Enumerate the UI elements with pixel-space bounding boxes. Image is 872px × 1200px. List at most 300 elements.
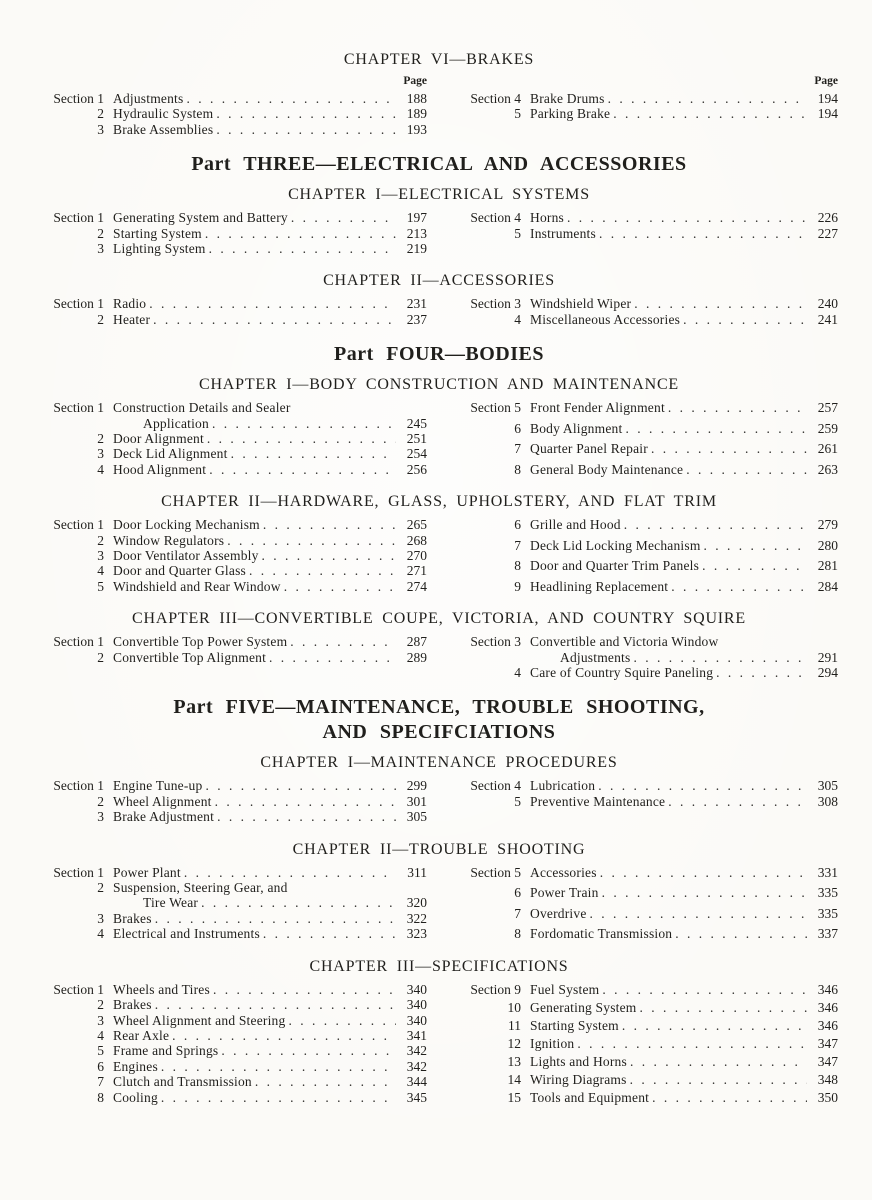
entry-page-number: 348: [817, 1071, 838, 1087]
chapter-block: [40, 50, 838, 137]
part-heading: [40, 695, 838, 745]
dot-leader: [149, 296, 396, 311]
entry-title: Convertible and Victoria Window: [530, 634, 719, 650]
dot-leader: [205, 778, 396, 793]
entry-body: [530, 210, 838, 225]
toc-entry: [457, 1072, 838, 1087]
entry-body: [530, 665, 838, 680]
entry-page-number: 345: [406, 1089, 427, 1105]
toc-entry: [457, 1018, 838, 1033]
entry-title: Accessories: [530, 864, 597, 880]
entry-body: [113, 911, 427, 926]
section-label: 3: [97, 910, 104, 926]
entry-body: [113, 533, 427, 548]
toc-entry-line: [113, 982, 427, 997]
entry-title: Headlining Replacement: [530, 578, 669, 594]
entry-body: [113, 1043, 427, 1058]
section-label: 5: [514, 793, 521, 809]
dot-leader: [161, 1059, 396, 1074]
entry-title: Deck Lid Alignment: [113, 446, 228, 462]
dot-leader: [227, 533, 396, 548]
entry-body: [113, 462, 427, 477]
toc-column-right: [457, 296, 838, 327]
dot-leader: [263, 517, 396, 532]
dot-leader: [201, 895, 396, 910]
toc-entry: [457, 312, 838, 327]
section-label: 11: [508, 1017, 521, 1033]
toc-column-left: [40, 778, 427, 824]
toc-entry-line: [530, 400, 838, 415]
section-label: Section 1: [53, 210, 104, 226]
dot-leader: [625, 421, 807, 436]
entry-body: [113, 1059, 427, 1074]
section-label: 2: [97, 106, 104, 122]
toc-entry-line: [113, 106, 427, 121]
toc-entry: [40, 241, 427, 256]
chapter-title: CHAPTER VI—BRAKES: [343, 51, 535, 68]
toc-entry: [40, 296, 427, 311]
entry-page-number: 322: [406, 910, 427, 926]
entry-title: General Body Maintenance: [530, 461, 684, 477]
entry-page-number: 335: [817, 885, 838, 901]
dot-leader: [207, 431, 396, 446]
toc-entry: [40, 106, 427, 121]
entry-title: Power Train: [530, 885, 599, 901]
toc-entry: [40, 122, 427, 137]
toc-columns: [40, 210, 838, 256]
toc-entry: [457, 538, 838, 553]
entry-page-number: 193: [406, 121, 427, 137]
section-label: Section 1: [53, 400, 104, 416]
entry-title: Preventive Maintenance: [530, 793, 666, 809]
entry-page-number: 344: [406, 1074, 427, 1090]
part-heading: [40, 342, 838, 367]
section-label: Section 9: [470, 981, 521, 997]
entry-page-number: 331: [817, 864, 838, 880]
part-heading-line: AND SPECIFCIATIONS: [322, 721, 556, 744]
entry-title: Deck Lid Locking Mechanism: [530, 537, 701, 553]
dot-leader: [686, 462, 807, 477]
dot-leader: [600, 865, 807, 880]
chapter-title: CHAPTER III—SPECIFICATIONS: [309, 957, 569, 975]
section-label: 3: [97, 121, 104, 137]
toc-entry: [457, 794, 838, 809]
entry-title: Front Fender Alignment: [530, 400, 665, 416]
toc-entry-line: [113, 911, 427, 926]
entry-page-number: 274: [406, 578, 427, 594]
section-label: 4: [514, 311, 521, 327]
entry-body: [113, 1074, 427, 1089]
toc-entry: [40, 431, 427, 446]
toc-entry: [457, 296, 838, 311]
entry-title: Brake Drums: [530, 91, 605, 106]
entry-title: Frame and Springs: [113, 1043, 219, 1059]
dot-leader: [633, 650, 807, 665]
toc-entry-line: [113, 312, 427, 327]
toc-entry-line: [113, 91, 427, 106]
entry-body: [113, 446, 427, 461]
entry-body: [113, 312, 427, 327]
entry-body: [530, 226, 838, 241]
entry-page-number: 270: [406, 548, 427, 564]
entry-title: Lubrication: [530, 778, 596, 794]
toc-entry: [457, 865, 838, 880]
dot-leader: [668, 794, 807, 809]
entry-title: Engines: [113, 1058, 158, 1074]
toc-entry-line: [113, 517, 427, 532]
entry-title: Power Plant: [113, 864, 181, 880]
part-heading-line: Part FIVE—MAINTENANCE, TROUBLE SHOOTING,: [173, 696, 705, 719]
toc-entry-line: [113, 650, 427, 665]
entry-body: [530, 296, 838, 311]
toc-entry-line: [113, 533, 427, 548]
entry-page-number: 261: [817, 441, 838, 457]
entry-body: [530, 579, 838, 594]
section-label: Section 1: [53, 778, 104, 794]
entry-title: Door Locking Mechanism: [113, 517, 260, 533]
entry-title: Door Ventilator Assembly: [113, 548, 259, 564]
dot-leader: [671, 579, 807, 594]
toc-entry-line: [530, 579, 838, 594]
entry-page-number: 268: [406, 532, 427, 548]
entry-body: [113, 579, 427, 594]
entry-page-number: 305: [406, 809, 427, 825]
section-label: Section 4: [470, 91, 521, 106]
section-label: Section 5: [470, 864, 521, 880]
toc-column-right: [457, 982, 838, 1105]
entry-body: [530, 91, 838, 106]
dot-leader: [683, 312, 807, 327]
entry-title: Generating System and Battery: [113, 210, 288, 226]
dot-leader: [249, 563, 396, 578]
entry-body: [530, 1090, 838, 1105]
toc-column-left: [40, 982, 427, 1105]
entry-title: Wheels and Tires: [113, 981, 210, 997]
dot-leader: [263, 926, 396, 941]
toc-entry-line: [113, 241, 427, 256]
toc-entry: [457, 1000, 838, 1015]
entry-title: Hydraulic System: [113, 106, 214, 122]
toc-entry: [457, 1036, 838, 1051]
entry-title: Window Regulators: [113, 532, 225, 548]
toc-column-left: [40, 91, 427, 137]
dot-leader: [215, 794, 396, 809]
entry-page-number: 287: [406, 634, 427, 650]
entry-body: [530, 1000, 838, 1015]
entry-page-number: 241: [817, 311, 838, 327]
dot-leader: [231, 446, 396, 461]
entry-page-number: 346: [817, 1017, 838, 1033]
section-label: 4: [514, 665, 521, 681]
section-label: 2: [97, 311, 104, 327]
toc-entry-line: [530, 794, 838, 809]
section-label: 4: [97, 926, 104, 942]
chapter-title: CHAPTER III—CONVERTIBLE COUPE, VICTORIA, AND COUNTRY SQUIRE: [132, 610, 746, 628]
entry-title: Miscellaneous Accessories: [530, 311, 681, 327]
toc-entry: [457, 517, 838, 532]
section-label: 7: [97, 1074, 104, 1090]
entry-body: [530, 1072, 838, 1087]
entry-body: [113, 809, 427, 824]
entry-title: Starting System: [113, 225, 202, 241]
toc-entry-line: [530, 982, 838, 997]
section-label: 2: [97, 793, 104, 809]
toc-entry: [40, 778, 427, 793]
toc-entry-line: [530, 926, 838, 941]
toc-entry-line: [530, 538, 838, 553]
entry-page-number: 213: [406, 225, 427, 241]
toc-entry: [40, 548, 427, 563]
entry-page-number: 337: [817, 926, 838, 942]
entry-title: Wiring Diagrams: [530, 1071, 627, 1087]
toc-entry-line: [113, 634, 427, 649]
entry-body: [530, 1036, 838, 1051]
dot-leader: [216, 106, 396, 121]
entry-body: [530, 982, 838, 997]
toc-entry-line: [113, 462, 427, 477]
chapter-title: CHAPTER I—BODY CONSTRUCTION AND MAINTENANCE: [198, 376, 680, 394]
section-label: Section 1: [53, 517, 104, 533]
entry-title: Instruments: [530, 225, 596, 241]
toc-columns: [40, 865, 838, 942]
entry-title: Door Alignment: [113, 431, 204, 447]
toc-entry: [457, 226, 838, 241]
entry-page-number: 308: [817, 793, 838, 809]
section-label: Section 1: [53, 91, 104, 106]
toc-entry: [40, 926, 427, 941]
dot-leader: [155, 911, 396, 926]
toc-entry-line: [530, 106, 838, 121]
toc-entry: [457, 665, 838, 680]
section-label: 3: [97, 241, 104, 257]
entry-title: Wheel Alignment and Steering: [113, 1012, 286, 1028]
toc-entry-line: [113, 997, 427, 1012]
entry-body: [113, 431, 427, 446]
section-label: 2: [97, 997, 104, 1013]
dot-leader: [602, 982, 807, 997]
entry-body: [530, 441, 838, 456]
dot-leader: [209, 241, 396, 256]
entry-page-number: 279: [817, 517, 838, 533]
toc-column-right: [457, 91, 838, 137]
section-label: 7: [514, 537, 521, 553]
toc-entry: [40, 579, 427, 594]
entry-title: Door and Quarter Trim Panels: [530, 558, 700, 574]
toc-entry: [40, 210, 427, 225]
entry-body: [530, 1018, 838, 1033]
entry-body: [113, 296, 427, 311]
toc-entry-line: [530, 665, 838, 680]
entry-body: [113, 1013, 427, 1028]
section-label: 7: [514, 905, 521, 921]
dot-leader: [291, 210, 396, 225]
dot-leader: [172, 1028, 396, 1043]
dot-leader: [668, 400, 807, 415]
section-label: Section 1: [53, 864, 104, 880]
toc-entry-line: [530, 226, 838, 241]
dot-leader: [702, 558, 807, 573]
entry-page-number: 231: [406, 296, 427, 312]
entry-title: Horns: [530, 210, 564, 226]
entry-title: Generating System: [530, 999, 637, 1015]
dot-leader: [590, 906, 807, 921]
toc-columns: [40, 91, 838, 137]
toc-column-right: [457, 210, 838, 256]
entry-body: [113, 1028, 427, 1043]
toc-entry-line: [530, 296, 838, 311]
entry-page-number: 340: [406, 1012, 427, 1028]
section-label: 4: [97, 461, 104, 477]
toc-entry-line: [113, 122, 427, 137]
entry-body: [530, 1054, 838, 1069]
entry-page-number: 194: [817, 91, 838, 106]
entry-body: [113, 548, 427, 563]
entry-page-number: 189: [406, 106, 427, 122]
entry-page-number: 342: [406, 1043, 427, 1059]
toc-entry-line: [530, 441, 838, 456]
entry-title: Engine Tune-up: [113, 778, 203, 794]
part-heading-line: Part FOUR—BODIES: [334, 343, 544, 366]
toc-entry-line: [113, 548, 427, 563]
toc-entry-line: [530, 778, 838, 793]
toc-column-left: [40, 634, 427, 680]
dot-leader: [217, 809, 396, 824]
section-label: 5: [97, 578, 104, 594]
page-column-header-row: [40, 75, 838, 88]
section-label: 3: [97, 1012, 104, 1028]
entry-body: [113, 997, 427, 1012]
toc-column-left: [40, 517, 427, 594]
entry-page-number: 251: [406, 431, 427, 447]
entry-title: Care of Country Squire Paneling: [530, 665, 714, 681]
toc-entry: [457, 400, 838, 415]
section-label: 2: [97, 431, 104, 447]
toc-entry: [40, 533, 427, 548]
toc-entry: [457, 634, 838, 665]
entry-page-number: 340: [406, 997, 427, 1013]
dot-leader: [613, 106, 807, 121]
toc-entry-line: [113, 1028, 427, 1043]
chapter-title: CHAPTER II—ACCESSORIES: [323, 272, 555, 290]
chapter-block: [40, 753, 838, 824]
toc-entry: [457, 906, 838, 921]
entry-title: Overdrive: [530, 905, 587, 921]
page-column-label: Page: [403, 75, 427, 87]
entry-page-number: 280: [817, 537, 838, 553]
entry-title: Adjustments: [113, 91, 184, 106]
entry-body: [113, 400, 427, 431]
toc-entry-line: [530, 558, 838, 573]
section-label: 7: [514, 441, 521, 457]
toc-column-right: [457, 400, 838, 477]
section-label: 3: [97, 446, 104, 462]
entry-title: Radio: [113, 296, 147, 312]
entry-title: Body Alignment: [530, 420, 623, 436]
entry-title: Hood Alignment: [113, 461, 207, 477]
toc-entry: [40, 91, 427, 106]
dot-leader: [675, 926, 807, 941]
entry-title: Windshield and Rear Window: [113, 578, 281, 594]
entry-page-number: 226: [817, 210, 838, 226]
toc-entry: [457, 421, 838, 436]
toc-columns: [40, 778, 838, 824]
entry-body: [113, 634, 427, 649]
entry-body: [530, 106, 838, 121]
entry-body: [113, 91, 427, 106]
toc-entry: [40, 1059, 427, 1074]
toc-entry-line: [113, 1090, 427, 1105]
dot-leader: [598, 778, 807, 793]
entry-page-number: 350: [817, 1089, 838, 1105]
entry-page-number: 346: [817, 981, 838, 997]
section-label: 5: [97, 1043, 104, 1059]
entry-page-number: 289: [406, 649, 427, 665]
entry-body: [530, 906, 838, 921]
entry-title: Lights and Horns: [530, 1053, 627, 1069]
section-label: 4: [97, 563, 104, 579]
entry-title: Brake Adjustment: [113, 809, 215, 825]
entry-page-number: 259: [817, 420, 838, 436]
toc-entry: [40, 462, 427, 477]
section-label: 5: [514, 225, 521, 241]
toc-entry-line: [113, 1013, 427, 1028]
entry-page-number: 347: [817, 1053, 838, 1069]
toc-entry-line: [113, 400, 427, 415]
section-label: 5: [514, 106, 521, 122]
toc-entry: [457, 778, 838, 793]
entry-title: Application: [143, 415, 209, 431]
entry-page-number: 335: [817, 905, 838, 921]
dot-leader: [652, 1090, 807, 1105]
toc-entry-line: [113, 1043, 427, 1058]
toc-entry: [40, 997, 427, 1012]
toc-entry: [40, 650, 427, 665]
entry-page-number: 305: [817, 778, 838, 794]
entry-body: [530, 421, 838, 436]
toc-column-left: [40, 400, 427, 477]
entry-body: [113, 926, 427, 941]
entry-body: [530, 312, 838, 327]
section-label: 6: [514, 885, 521, 901]
entry-title: Quarter Panel Repair: [530, 441, 648, 457]
section-label: 15: [507, 1089, 521, 1105]
entry-title: Brake Assemblies: [113, 121, 214, 137]
dot-leader: [630, 1072, 807, 1087]
toc-entry: [40, 982, 427, 997]
toc-entry-line: [530, 1000, 838, 1015]
entry-body: [113, 865, 427, 880]
entry-body: [113, 226, 427, 241]
entry-page-number: 320: [406, 895, 427, 911]
entry-body: [113, 122, 427, 137]
entry-body: [113, 794, 427, 809]
entry-page-number: 346: [817, 999, 838, 1015]
entry-title: Starting System: [530, 1017, 619, 1033]
chapter-title: CHAPTER I—ELECTRICAL SYSTEMS: [288, 186, 590, 204]
entry-page-number: 254: [406, 446, 427, 462]
toc-entry: [457, 1090, 838, 1105]
dot-leader: [221, 1043, 396, 1058]
entry-page-number: 281: [817, 558, 838, 574]
section-label: Section 1: [53, 634, 104, 650]
dot-leader: [651, 441, 807, 456]
entry-title: Ignition: [530, 1035, 575, 1051]
entry-title: Convertible Top Alignment: [113, 649, 267, 665]
toc-column-right: [457, 517, 838, 594]
entry-page-number: 284: [817, 578, 838, 594]
entry-body: [530, 865, 838, 880]
entry-page-number: 240: [817, 296, 838, 312]
